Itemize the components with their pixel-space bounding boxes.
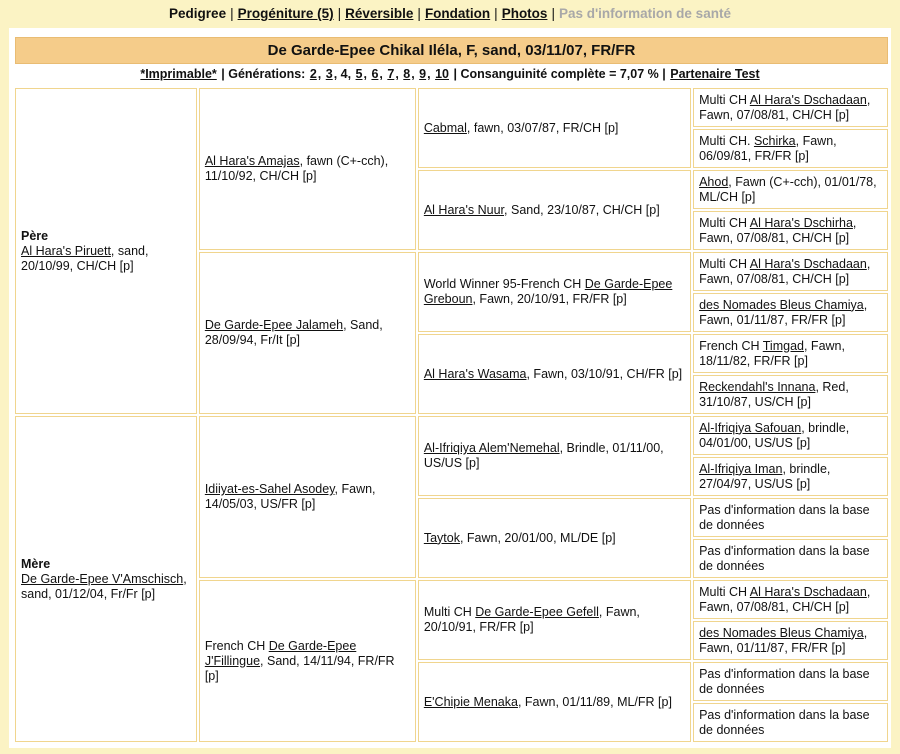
ancestor-details: , sand, 01/12/04, Fr/Fr <box>21 571 187 601</box>
great-great-grandparent-cell <box>693 170 888 209</box>
ancestor-link[interactable]: Al Hara's Nuur <box>423 202 505 217</box>
gen-link-8[interactable]: 8 <box>403 67 411 81</box>
options-separator: | <box>221 67 225 81</box>
photo-p-link[interactable]: [p] <box>204 668 219 683</box>
ancestor-link[interactable]: Timgad <box>762 338 804 353</box>
great-grandparent-cell <box>418 416 691 496</box>
nav-separator: | <box>417 6 421 21</box>
title-prefix: Multi CH <box>699 215 750 230</box>
great-great-grandparent-cell <box>693 703 888 742</box>
nav-fondation[interactable]: Fondation <box>424 6 491 21</box>
ancestor-link[interactable]: Al Hara's Piruett <box>21 243 111 258</box>
ancestor-details: , brindle, 27/04/97, US/US <box>699 461 831 491</box>
photo-p-link[interactable]: [p] <box>796 476 811 491</box>
grandparent-cell <box>199 88 416 250</box>
ancestor-details: , Fawn, 07/08/81, CH/CH <box>699 92 871 122</box>
great-great-grandparent-cell <box>693 252 888 291</box>
great-grandparent-cell <box>418 498 691 578</box>
options-separator: | <box>453 67 457 81</box>
dam-cell <box>15 416 197 742</box>
title-prefix: Multi CH. <box>699 133 754 148</box>
photo-p-link[interactable]: [p] <box>794 353 808 368</box>
gen-link-5[interactable]: 5 <box>355 67 363 81</box>
nav-health-disabled: Pas d'information de santé <box>558 6 731 21</box>
ancestor-link[interactable]: Al Hara's Amajas <box>204 154 300 168</box>
pedigree-row <box>15 88 888 127</box>
pedigree-table <box>13 86 890 744</box>
ancestor-details: , Fawn, 07/08/81, CH/CH <box>699 215 857 245</box>
no-info-text: Pas d'information dans la base de données <box>699 543 870 573</box>
great-great-grandparent-cell <box>693 621 888 660</box>
ancestor-link[interactable]: De Garde-Epee Greboun <box>423 277 673 306</box>
photo-p-link[interactable]: [p] <box>835 271 850 286</box>
great-grandparent-cell <box>418 88 691 168</box>
ancestor-details: , Fawn, 18/11/82, FR/FR <box>699 338 845 368</box>
gen-link-6[interactable]: 6 <box>371 67 379 81</box>
photo-p-link[interactable]: [p] <box>796 435 811 450</box>
photo-p-link[interactable]: [p] <box>831 312 846 327</box>
great-great-grandparent-cell <box>693 334 888 373</box>
ancestor-link[interactable]: Al Hara's Dschirha <box>749 215 853 230</box>
gen-link-7[interactable]: 7 <box>387 67 395 81</box>
photo-p-link[interactable]: [p] <box>119 258 134 273</box>
photo-p-link[interactable]: [p] <box>835 230 850 245</box>
gen-link-10[interactable]: 10 <box>435 67 449 81</box>
ancestor-details: , Fawn, 07/08/81, CH/CH <box>699 584 871 614</box>
ancestor-link[interactable]: Taytok <box>423 530 460 545</box>
ancestor-details: , Fawn, 20/10/91, FR/FR <box>423 605 640 634</box>
ancestor-link[interactable]: Idiiyat-es-Sahel Asodey <box>204 482 335 496</box>
nav-separator: | <box>337 6 342 21</box>
great-grandparent-cell <box>418 252 691 332</box>
great-grandparent-cell <box>418 334 691 414</box>
great-great-grandparent-cell <box>693 293 888 332</box>
photo-p-link[interactable]: [p] <box>794 148 809 163</box>
no-info-text: Pas d'information dans la base de données <box>699 502 870 532</box>
ancestor-details: , Fawn, 20/10/91, FR/FR <box>472 292 613 306</box>
grandparent-cell <box>199 252 416 414</box>
sire-cell <box>15 88 197 414</box>
ancestor-link[interactable]: Al Hara's Dschadaan <box>749 92 867 107</box>
grandparent-cell <box>199 580 416 742</box>
photo-p-link[interactable]: [p] <box>797 394 811 409</box>
ancestor-link[interactable]: des Nomades Bleus Chamiya <box>699 297 864 312</box>
ancestor-details: , Fawn, 03/10/91, CH/FR <box>526 366 669 381</box>
great-great-grandparent-cell <box>693 211 888 250</box>
ancestor-details: , Sand, 28/09/94, Fr/It <box>204 318 383 347</box>
ancestor-details: , Sand, 23/10/87, CH/CH <box>504 202 646 217</box>
ancestor-details: , Fawn (C+-cch), 01/01/78, ML/CH <box>699 174 877 204</box>
title-prefix: French CH <box>699 338 763 353</box>
ancestor-link[interactable]: Cabmal <box>423 120 467 135</box>
ancestor-details: , Red, 31/10/87, US/CH <box>699 379 849 409</box>
generations-label: Générations: <box>228 67 306 81</box>
nav-progeniture[interactable]: Progéniture (5) <box>237 6 334 21</box>
options-bar: *Imprimable* | Générations: 2, 3, 4, 5, 6, 7, 8, 9, 10 | Consanguinité complète = 7,07 % | Partenaire Test <box>140 67 760 81</box>
great-great-grandparent-cell <box>693 662 888 701</box>
ancestor-details: , Fawn, 06/09/81, FR/FR <box>699 133 837 163</box>
test-mating-link[interactable]: Partenaire Test <box>670 67 760 81</box>
ancestor-details: , Fawn, 01/11/89, ML/FR <box>517 694 659 709</box>
great-great-grandparent-cell <box>693 88 888 127</box>
sire-label: Père <box>21 228 49 243</box>
great-great-grandparent-cell <box>693 375 888 414</box>
photo-p-link[interactable]: [p] <box>831 640 846 655</box>
nav-pedigree[interactable]: Pedigree <box>169 6 227 21</box>
nav-separator: | <box>494 6 498 21</box>
ancestor-details: , sand, 20/10/99, CH/CH <box>21 243 149 273</box>
great-great-grandparent-cell <box>693 539 888 578</box>
photo-p-link[interactable]: [p] <box>668 366 683 381</box>
printable-link[interactable]: *Imprimable* <box>140 67 217 81</box>
photo-p-link[interactable]: [p] <box>645 202 660 217</box>
gen-current-4: 4 <box>340 67 348 81</box>
ancestor-link[interactable]: Al-Ifriqiya Alem'Nemehal <box>423 441 560 455</box>
gen-link-3[interactable]: 3 <box>325 67 333 81</box>
great-great-grandparent-cell <box>693 457 888 496</box>
title-prefix: French CH <box>204 638 269 653</box>
great-grandparent-cell <box>418 170 691 250</box>
photo-p-link[interactable]: [p] <box>519 620 534 634</box>
title-prefix: Multi CH <box>423 605 476 619</box>
no-info-text: Pas d'information dans la base de données <box>699 666 870 696</box>
title-prefix: World Winner 95-French CH <box>423 277 585 291</box>
ancestor-details: , Fawn, 01/11/87, FR/FR <box>699 297 868 327</box>
nav-reversible[interactable]: Réversible <box>345 6 414 21</box>
great-great-grandparent-cell <box>693 416 888 455</box>
ancestor-link[interactable]: Al-Ifriqiya Safouan <box>699 420 802 435</box>
photo-p-link[interactable]: [p] <box>141 586 156 601</box>
pedigree-panel <box>9 28 891 748</box>
ancestor-details: , fawn (C+-cch), 11/10/92, CH/CH <box>204 154 389 183</box>
gen-link-2[interactable]: 2 <box>309 67 317 81</box>
nav-photos[interactable]: Photos <box>501 6 548 21</box>
grandparent-cell <box>199 416 416 578</box>
options-separator: | <box>662 67 666 81</box>
title-prefix: Multi CH <box>699 584 750 599</box>
ancestor-link[interactable]: Al Hara's Wasama <box>423 366 527 381</box>
photo-p-link[interactable]: [p] <box>302 169 317 183</box>
ancestor-link[interactable]: Al Hara's Dschadaan <box>749 584 867 599</box>
ancestor-link[interactable]: Reckendahl's Innana <box>699 379 816 394</box>
gen-link-9[interactable]: 9 <box>419 67 427 81</box>
photo-p-link[interactable]: [p] <box>835 107 850 122</box>
top-navigation <box>0 0 900 27</box>
dam-label: Mère <box>21 556 51 571</box>
ancestor-link[interactable]: Al-Ifriqiya Iman <box>699 461 783 476</box>
photo-p-link[interactable]: [p] <box>601 530 616 545</box>
ancestor-details: , Fawn, 20/01/00, ML/DE <box>459 530 602 545</box>
photo-p-link[interactable]: [p] <box>741 189 756 204</box>
nav-separator: | <box>230 6 234 21</box>
photo-p-link[interactable]: [p] <box>835 599 850 614</box>
no-info-text: Pas d'information dans la base de données <box>699 707 870 737</box>
great-great-grandparent-cell <box>693 129 888 168</box>
great-grandparent-cell <box>418 662 691 742</box>
ancestor-link[interactable]: De Garde-Epee V'Amschisch <box>21 571 184 586</box>
ancestor-details: , brindle, 04/01/00, US/US <box>699 420 850 450</box>
photo-p-link[interactable]: [p] <box>604 120 619 135</box>
ancestor-details: , Sand, 14/11/94, FR/FR <box>260 653 395 668</box>
ancestor-details: , fawn, 03/07/87, FR/CH <box>466 120 605 135</box>
ancestor-link[interactable]: De Garde-Epee Gefell <box>475 605 599 619</box>
photo-p-link[interactable]: [p] <box>612 292 627 306</box>
great-great-grandparent-cell <box>693 580 888 619</box>
nav-separator: | <box>551 6 555 21</box>
ancestor-link[interactable]: des Nomades Bleus Chamiya <box>699 625 864 640</box>
great-grandparent-cell <box>418 580 691 660</box>
photo-p-link[interactable]: [p] <box>301 497 316 511</box>
page-title: De Garde-Epee Chikal Iléla, F, sand, 03/11/07, FR/FR <box>15 37 888 64</box>
photo-p-link[interactable]: [p] <box>465 456 480 470</box>
ancestor-details: , Brindle, 01/11/00, US/US <box>423 441 664 470</box>
ancestor-link[interactable]: De Garde-Epee J'Fillingue <box>204 638 357 668</box>
title-prefix: Multi CH <box>699 256 750 271</box>
ancestor-link[interactable]: De Garde-Epee Jalameh <box>204 318 344 332</box>
ancestor-link[interactable]: E'Chipie Menaka <box>423 694 518 709</box>
ancestor-details: , Fawn, 07/08/81, CH/CH <box>699 256 871 286</box>
pedigree-row <box>15 416 888 455</box>
ancestor-link[interactable]: Schirka <box>753 133 796 148</box>
photo-p-link[interactable]: [p] <box>658 694 672 709</box>
ancestor-details: , Fawn, 14/05/03, US/FR <box>204 482 376 511</box>
inbreeding-coefficient: Consanguinité complète = 7,07 % <box>460 67 659 81</box>
ancestor-link[interactable]: Al Hara's Dschadaan <box>749 256 867 271</box>
photo-p-link[interactable]: [p] <box>286 333 301 347</box>
ancestor-link[interactable]: Ahod <box>699 174 729 189</box>
title-prefix: Multi CH <box>699 92 750 107</box>
great-great-grandparent-cell <box>693 498 888 537</box>
ancestor-details: , Fawn, 01/11/87, FR/FR <box>699 625 868 655</box>
